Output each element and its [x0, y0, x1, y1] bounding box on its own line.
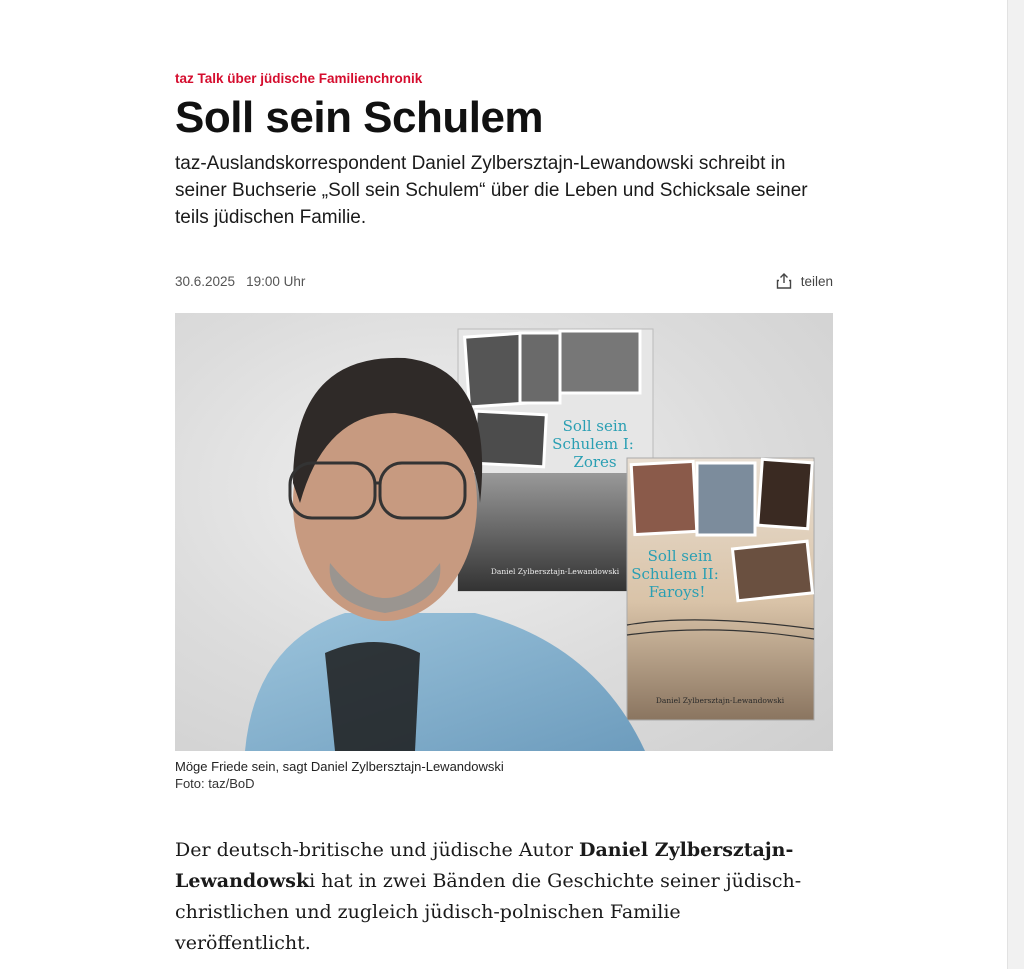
- image-caption: [175, 758, 833, 792]
- body-text-part2: i hat in zwei Bänden die Geschichte seiner jüdisch-christlichen und zugleich jüdisch-polnischen Familie veröffentlicht.: [175, 870, 802, 954]
- book-cover-1: [458, 329, 653, 591]
- book-cover-2: [627, 458, 814, 720]
- article-meta: [175, 270, 833, 292]
- book1-title-line3: Zores: [573, 453, 617, 471]
- article-kicker: taz Talk über jüdische Familienchronik: [175, 71, 423, 86]
- article: [175, 70, 833, 954]
- book1-author: Daniel Zylbersztajn-Lewandowski: [490, 567, 620, 576]
- article-image-illustration: [175, 313, 833, 751]
- publish-date: 30.6.2025: [175, 273, 236, 289]
- article-headline: Soll sein Schulem: [175, 93, 544, 142]
- photo-credit: Foto: taz/BoD: [175, 776, 255, 791]
- page-scrollbar[interactable]: [1007, 0, 1024, 969]
- article-teaser: taz-Auslandskorrespondent Daniel Zylbersztajn-Lewandowski schreibt in seiner Buchserie „Soll sein Schulem“ über die Leben und Schicksale seiner teils jüdischen Familie.: [175, 153, 808, 228]
- book2-title-line3: Faroys!: [648, 583, 706, 601]
- author-name-bold: Daniel Zylbersztajn-Lewandowsk: [175, 839, 794, 892]
- share-icon: [775, 272, 793, 290]
- book2-author: Daniel Zylbersztajn-Lewandowski: [655, 696, 785, 705]
- article-body-paragraph: [175, 835, 815, 959]
- article-image: [175, 313, 833, 751]
- book1-title-line2: Schulem I:: [552, 435, 634, 453]
- caption-text: Möge Friede sein, sagt Daniel Zylbersztajn-Lewandowski: [175, 759, 504, 774]
- body-text-part1: Der deutsch-britische und jüdische Autor: [175, 839, 579, 861]
- book2-title-line1: Soll sein: [647, 547, 713, 565]
- share-label: teilen: [800, 273, 833, 289]
- share-button[interactable]: [775, 272, 833, 290]
- publish-time: 19:00 Uhr: [246, 273, 306, 289]
- book1-title-line1: Soll sein: [562, 417, 628, 435]
- book2-title-line2: Schulem II:: [631, 565, 719, 583]
